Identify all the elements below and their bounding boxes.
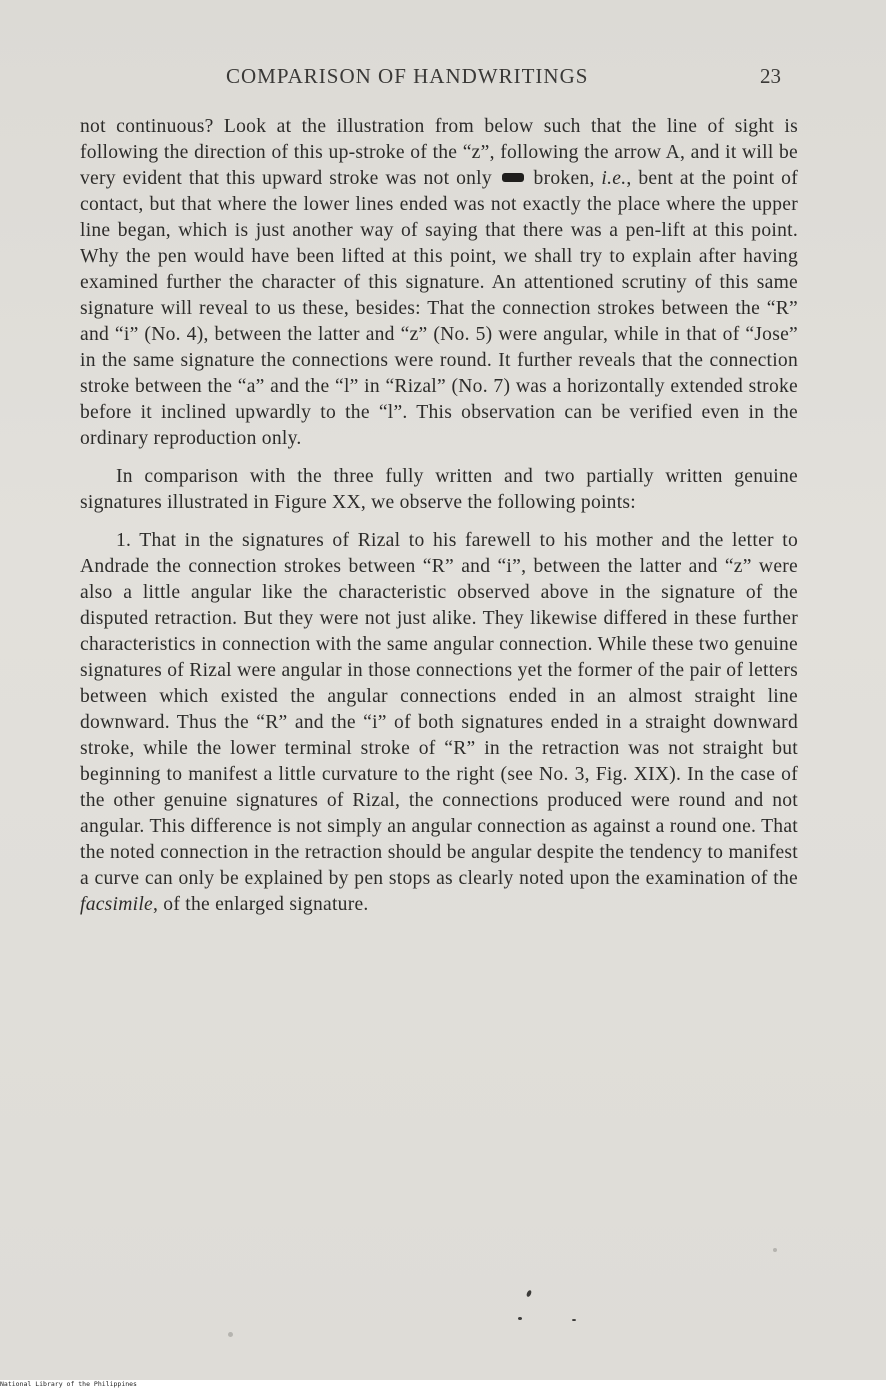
paragraph-point-1 [80,528,798,918]
speck [773,1248,777,1252]
facsimile-word: facsimile [80,894,153,915]
paragraph-comparison: In comparison with the three fully written and two partially written genuine signatures illustrated in Figure XX, we observe the following points: [80,466,798,513]
ink-blot [502,173,524,182]
paragraph-3-text-b: , of the enlarged signature. [153,894,369,915]
paragraph-1-text-b: broken, [533,168,595,189]
running-title: COMPARISON OF HANDWRITINGS [226,64,589,88]
running-head [0,64,886,94]
paragraph-1-text-c: , bent at the point of contact, but that where the lower lines ended was not exactly the place where the upper line began, which is just another way of saying that there was a pen-lift at this point. Why the pen would have been lifted at this point, we shall try to explain after having examined further the character of this signature. An attentioned scrutiny of this same signature will reveal to us these, besides: That the connection strokes between the “R” and “i” (No. 4), between the latter and “z” (No. 5) were angular, while in that of “Jose” in the same signature the connections were round. It further reveals that the connection stroke between the “a” and the “l” in “Rizal” (No. 7) was a horizontally extended stroke before it inclined upwardly to the “l”. This observation can be verified even in the ordinary reproduction only. [80,168,798,449]
page-number: 23 [760,64,781,88]
speck [526,1289,533,1297]
speck [572,1319,576,1321]
body-text [80,114,798,918]
speck [228,1332,233,1337]
paragraph-1-text-a: not continuous? Look at the illustration from below such that the line of sight is following the direction of this up-stroke of the “z”, following the arrow A, and it will be very evident that this upward stroke was not only [80,116,798,189]
paragraph-1-ie: i.e. [601,168,627,189]
paragraph-continuation [80,114,798,452]
paragraph-3-text-a: 1. That in the signatures of Rizal to his farewell to his mother and the letter to Andrade the connection strokes between “R” and “i”, between the latter and “z” were also a little angular like the characteristic observed above in the signature of the disputed retraction. But they were not just alike. They likewise differed in these further characteristics in connection with the same angular connection. While these two genuine signatures of Rizal were angular in those connections yet the former of the pair of letters between which existed the angular connections ended in an almost straight line downward. Thus the “R” and the “i” of both signatures ended in a straight downward stroke, while the lower terminal stroke of “R” in the retraction was not straight but beginning to manifest a little curvature to the right (see No. 3, Fig. XIX). In the case of the other genuine signatures of Rizal, the connections produced were round and not angular. This difference is not simply an angular connection as against a round one. That the noted connection in the retraction should be angular despite the tendency to manifest a curve can only be explained by pen stops as clearly noted upon the examination of the [80,530,798,889]
library-credit: National Library of the Philippines [0,1380,137,1388]
speck [518,1317,522,1320]
